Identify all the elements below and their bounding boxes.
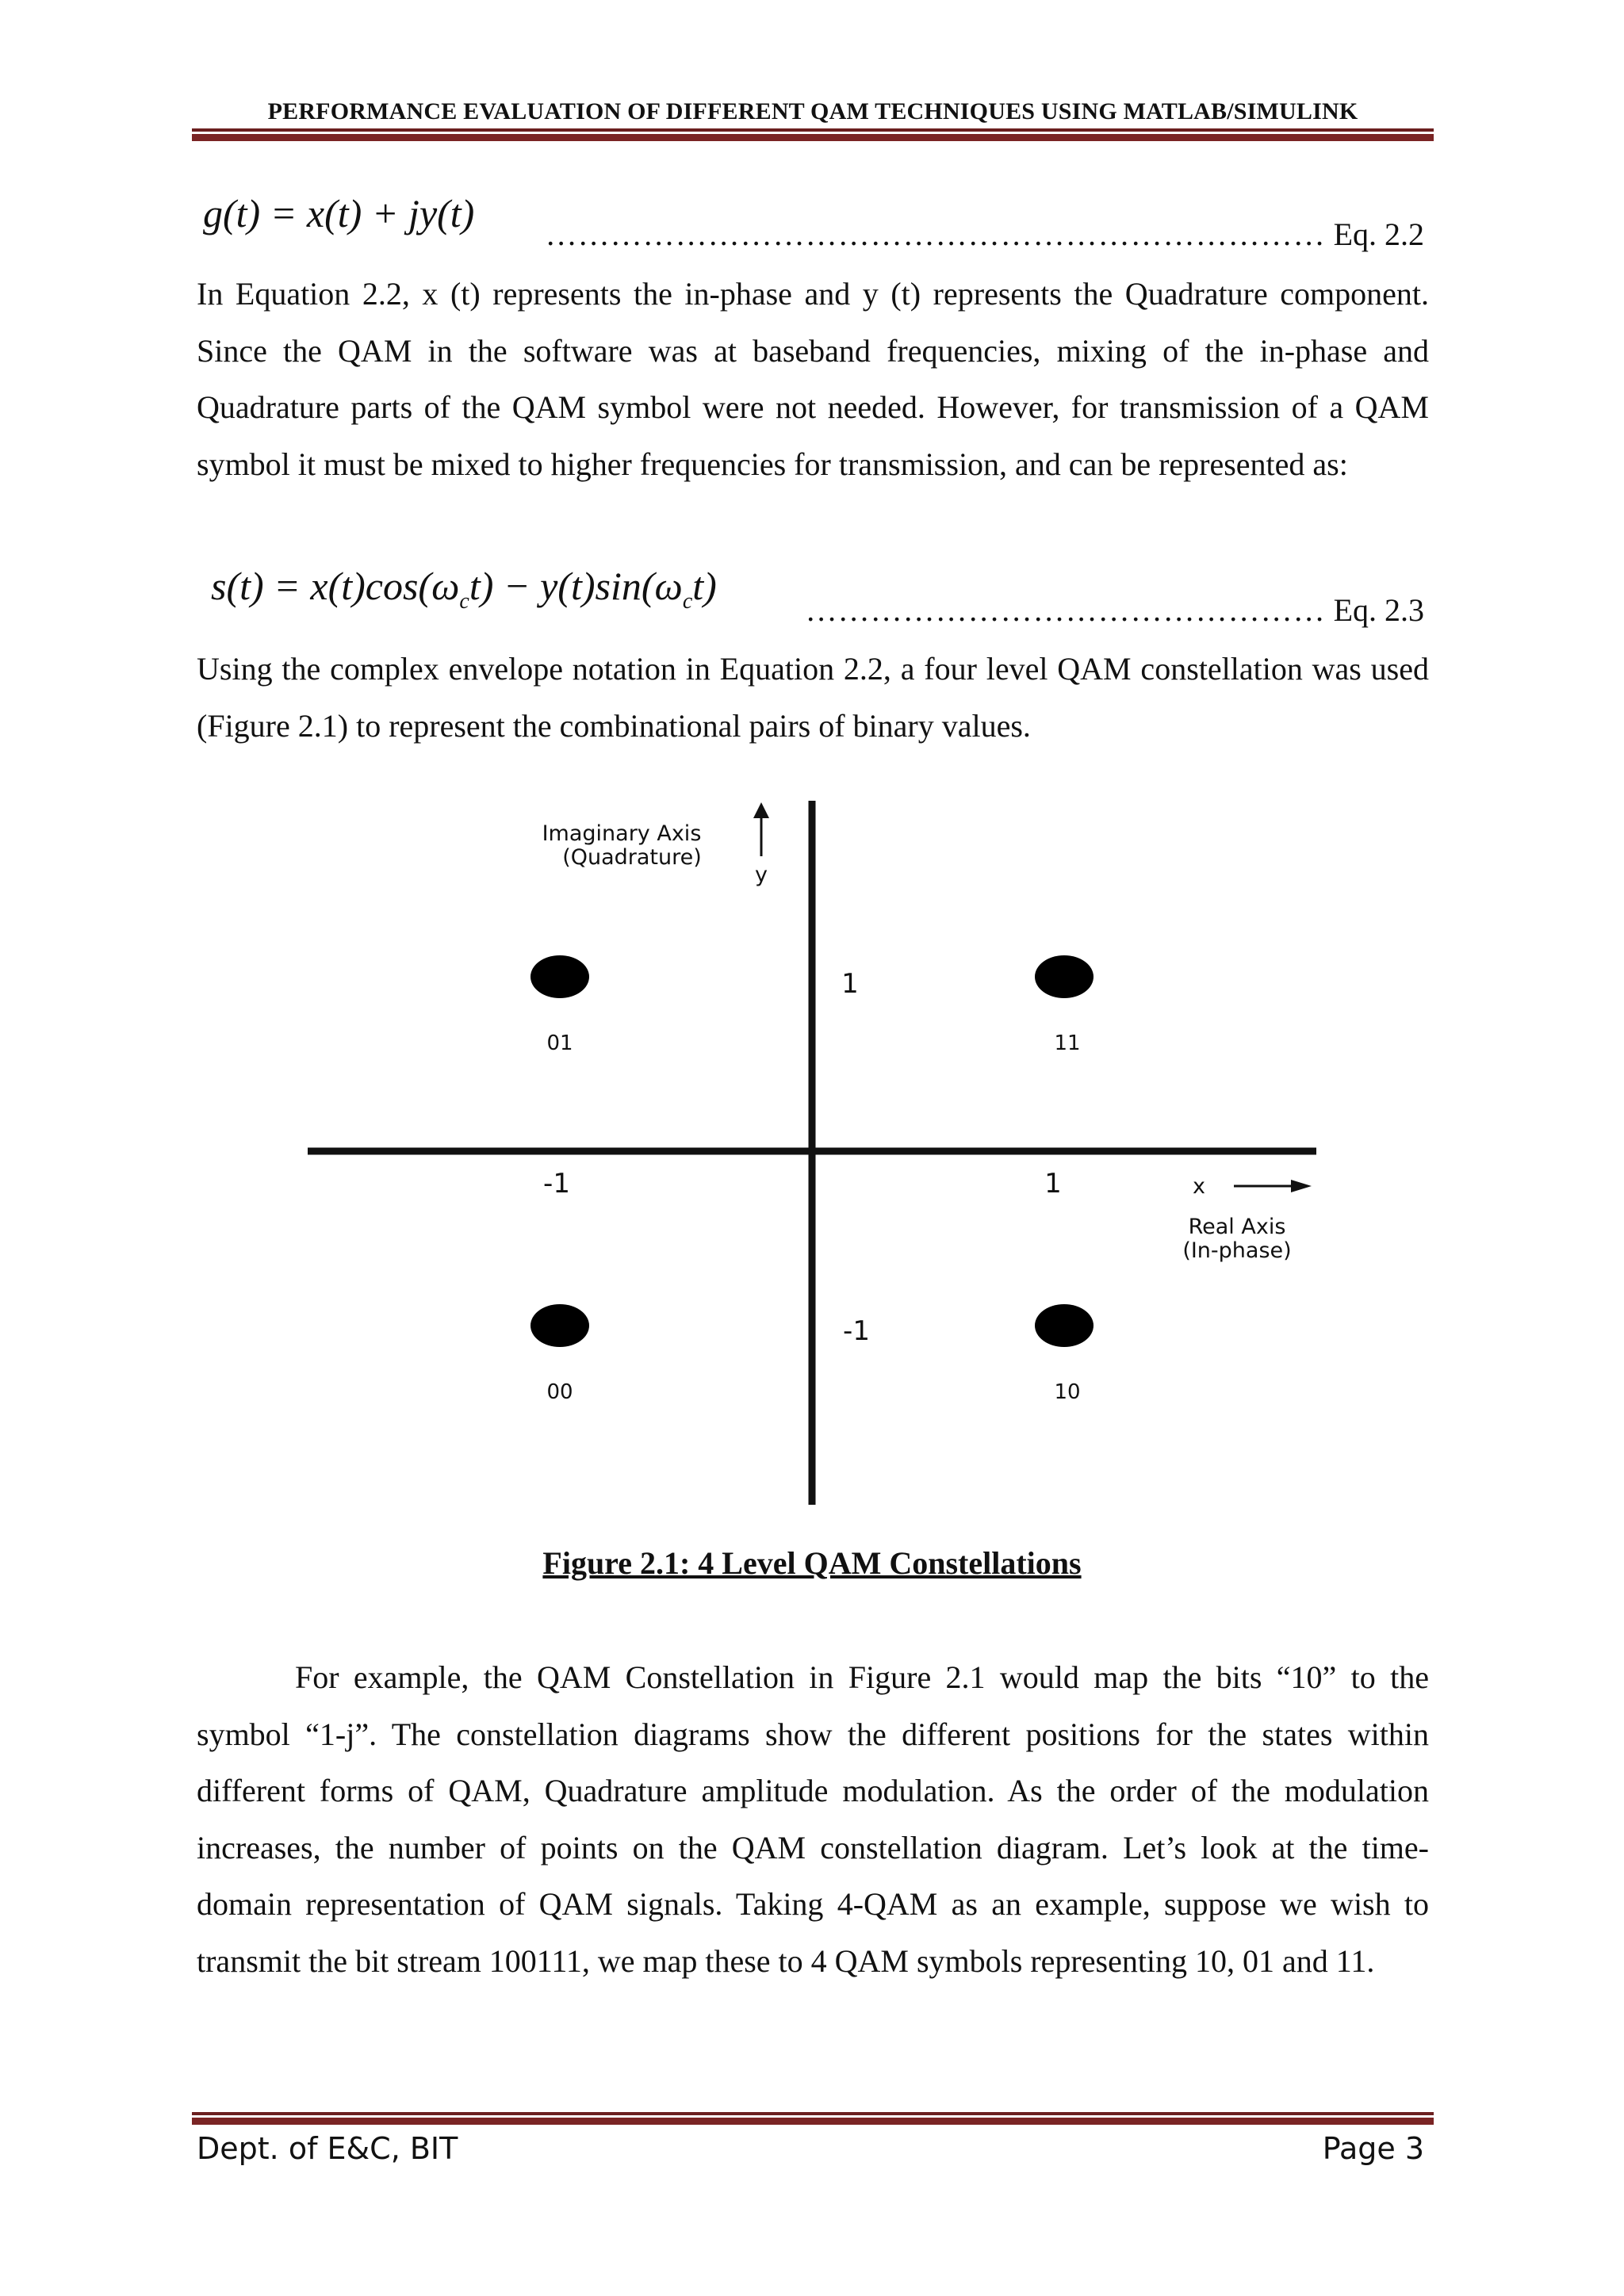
equation-2-3-part1: s(t) = x(t)cos(ω: [211, 564, 460, 608]
footer-department: Dept. of E&C, BIT: [197, 2131, 458, 2166]
constellation-point-10: [1035, 1304, 1094, 1347]
paragraph-2: Using the complex envelope notation in Equation 2.2, a four level QAM constellation was used (Figure 2.1) to represent the combinational pairs of binary values.: [197, 651, 1429, 744]
constellation-label-11: 11: [1054, 1031, 1081, 1055]
equation-2-2-number: Eq. 2.2: [1333, 216, 1424, 252]
equation-2-3-part2: t) − y(t)sin(ω: [469, 564, 683, 608]
imaginary-axis-label-2: (Quadrature): [562, 845, 702, 870]
real-axis-label-1: Real Axis: [1188, 1215, 1286, 1239]
equation-2-3-sub2: c: [682, 589, 693, 614]
constellation-points: [530, 955, 1094, 1404]
page-header-title: PERFORMANCE EVALUATION OF DIFFERENT QAM TECHNIQUES USING MATLAB/SIMULINK: [267, 98, 1358, 124]
y-axis-letter: y: [755, 863, 768, 887]
real-axis-label-2: (In-phase): [1182, 1238, 1292, 1263]
equation-2-2-dots: ………………………………………………………………: [545, 216, 1326, 252]
constellation-label-00: 00: [546, 1380, 573, 1404]
x-axis-letter: x: [1193, 1174, 1205, 1199]
equation-2-2-label: [546, 216, 1424, 253]
tick-x-negative: -1: [543, 1168, 570, 1200]
constellation-point-11: [1035, 955, 1094, 998]
constellation-label-10: 10: [1054, 1380, 1081, 1404]
constellation-point-00: [530, 1304, 589, 1347]
equation-2-3: [211, 563, 717, 614]
equation-2-3-sub1: c: [459, 589, 469, 614]
tick-y-negative: -1: [843, 1315, 870, 1347]
imaginary-axis-label-1: Imaginary Axis: [542, 821, 702, 846]
tick-x-positive: 1: [1044, 1168, 1062, 1200]
y-arrowhead-icon: [753, 802, 769, 818]
x-arrowhead-icon: [1291, 1180, 1312, 1192]
footer-rule: [192, 2112, 1434, 2125]
equation-2-3-part3: t): [692, 564, 717, 608]
figure-caption: Figure 2.1: 4 Level QAM Constellations: [542, 1545, 1082, 1581]
paragraph-1: In Equation 2.2, x (t) represents the in-phase and y (t) represents the Quadrature component. Since the QAM in the software was at baseband frequencies, mixing of the in-phase and Quadrature parts of the QAM symbol were not needed. However, for transmission of a QAM symbol it must be mixed to higher frequencies for transmission, and can be represented as:: [197, 276, 1429, 482]
equation-2-2: g(t) = x(t) + jy(t): [203, 191, 475, 235]
header-rule: [192, 128, 1434, 141]
equation-2-3-number: Eq. 2.3: [1333, 592, 1424, 628]
constellation-point-01: [530, 955, 589, 998]
tick-y-positive: 1: [841, 968, 859, 1000]
paragraph-3: For example, the QAM Constellation in Figure 2.1 would map the bits “10” to the symbol “1-j”. The constellation diagrams show the different positions for the states within different forms of QAM, Quadrature amplitude modulation. As the order of the modulation increases, the number of points on the QAM constellation diagram. Let’s look at the time-domain representation of QAM signals. Taking 4-QAM as an example, suppose we wish to transmit the bit stream 100111, we map these to 4 QAM symbols representing 10, 01 and 11.: [197, 1659, 1429, 1979]
equation-2-3-label: [806, 591, 1424, 629]
equation-2-3-dots: …………………………………………: [805, 592, 1326, 628]
footer-page-number: Page 3: [1322, 2131, 1424, 2166]
constellation-label-01: 01: [546, 1031, 573, 1055]
